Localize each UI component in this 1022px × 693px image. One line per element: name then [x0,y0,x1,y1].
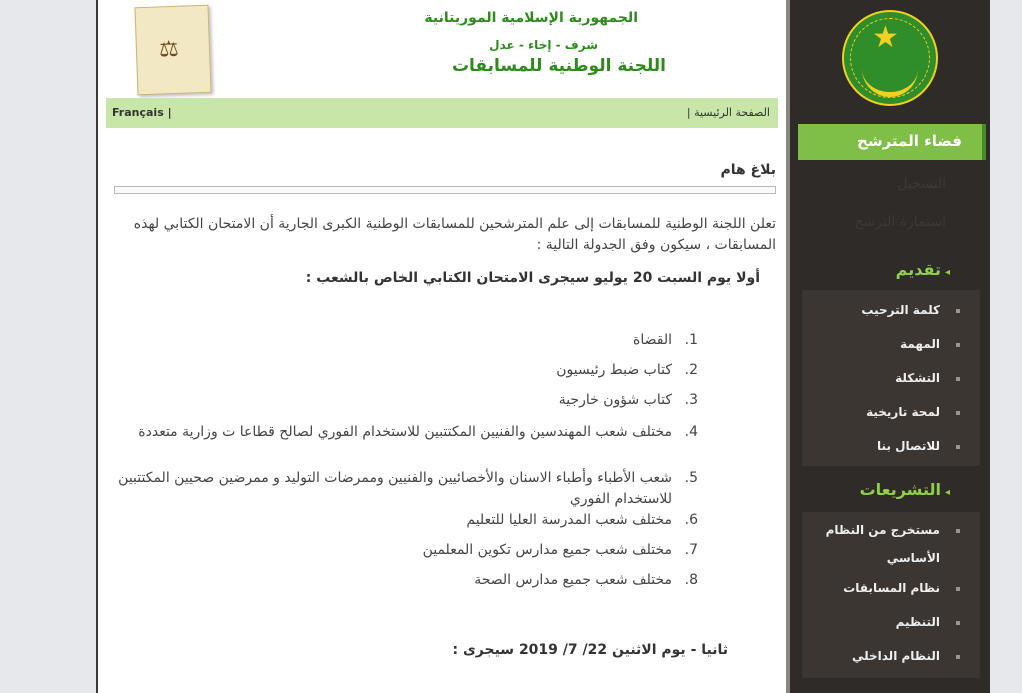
candidate-space-header[interactable] [798,124,986,160]
application-form-link[interactable]: استمارة الترشح [854,214,946,230]
top-nav-bar [106,98,778,128]
chevron-left-icon: ◂ [944,487,950,498]
list-item [102,468,698,510]
nav-french-link[interactable]: Français | [112,106,172,119]
bullet-icon [956,411,960,415]
list-item-text: كتاب شؤون خارجية [558,392,672,408]
list-item-text: شعب الأطباء وأطباء الاسنان والأخصائيين والفنيين وممرضات التوليد و ممرضين صحيين المكتتبين للاستخدام الفوري [118,470,672,507]
bullet-icon [956,655,960,659]
list-item-number: 3. [684,392,698,408]
star-icon: ★ [872,20,899,55]
bullet-icon [956,587,960,591]
national-emblem-logo [842,10,938,106]
list-item [102,540,698,561]
commission-name: اللجنة الوطنية للمسابقات [451,56,666,76]
title-divider [114,186,776,194]
main-content [96,0,788,693]
sidebar [786,0,990,693]
candidate-space-label: فضاء المترشح [857,132,962,150]
scales-icon: ⚖ [158,36,180,63]
list-item [102,360,698,381]
chevron-left-icon: ◂ [944,267,950,278]
list-item [102,422,698,443]
legislation-menu-box [802,512,980,678]
intro-section-heading: ◂تقديم [895,260,950,279]
list-item [102,330,698,351]
menu-item-statute-extract[interactable]: مستخرج من النظام الأساسي [825,523,940,565]
national-motto: شرف - إخاء - عدل [489,38,598,52]
menu-item-formation[interactable]: التشكلة [895,371,940,385]
announcement-intro: تعلن اللجنة الوطنية للمسابقات إلى علم المترشحين للمسابقات الوطنية الكبرى الجارية أن الامتحان الكتابي لهذه المسابقات ، سيكون وفق الجدولة التالية : [133,216,776,253]
list-item-number: 5. [684,470,698,486]
seal-text-top [140,12,204,14]
list-item-text: مختلف شعب جميع مدارس الصحة [474,572,672,588]
bullet-icon [956,377,960,381]
list-item-text: كتاب ضبط رئيسيون [556,362,672,378]
bullet-icon [956,309,960,313]
menu-item-competition-rules[interactable]: نظام المسابقات [843,581,940,595]
bullet-icon [956,529,960,533]
menu-item-welcome[interactable]: كلمة الترحيب [861,303,940,317]
bullet-icon [956,343,960,347]
register-link[interactable]: التسجيل [897,176,946,192]
page-header [98,0,788,98]
legislation-section-heading: ◂التشريعات [859,480,950,499]
list-item-number: 1. [684,332,698,348]
list-item [102,510,698,531]
list-item-number: 4. [684,424,698,440]
list-item-number: 7. [684,542,698,558]
list-item [102,390,698,411]
list-item-number: 2. [684,362,698,378]
list-item-text: مختلف شعب المدرسة العليا للتعليم [466,512,672,528]
intro-menu-box [802,290,980,466]
list-item [102,570,698,591]
first-exam-heading: أولا يوم السبت 20 يوليو سيجرى الامتحان الكتابي الخاص بالشعب : [305,270,760,286]
list-item-text: مختلف شعب جميع مدارس تكوين المعلمين [422,542,672,558]
bullet-icon [956,621,960,625]
list-item-text: القضاة [633,332,672,348]
country-name: الجمهورية الإسلامية الموريتانية [424,10,638,26]
menu-item-history[interactable]: لمحة تاريخية [866,405,940,419]
seal-text-bottom [142,82,206,84]
bullet-icon [956,445,960,449]
nav-home-link[interactable]: الصفحة الرئيسية | [686,106,770,119]
list-item-number: 8. [684,572,698,588]
menu-item-internal-rules[interactable]: النظام الداخلي [851,649,940,663]
menu-item-mission[interactable]: المهمة [900,337,940,351]
menu-item-contact[interactable]: للاتصال بنا [877,439,940,453]
announcement-title: بلاغ هام [720,162,776,178]
list-item-number: 6. [684,512,698,528]
list-item-text: مختلف شعب المهندسين والفنيين المكتتبين للاستخدام الفوري لصالح قطاعا ت وزارية متعددة [138,424,672,440]
commission-seal-logo [134,5,211,96]
menu-item-organization[interactable]: التنظيم [895,615,940,629]
second-exam-heading: ثانيا - يوم الاثنين 22/ 7/ 2019 سيجرى : [452,642,728,658]
